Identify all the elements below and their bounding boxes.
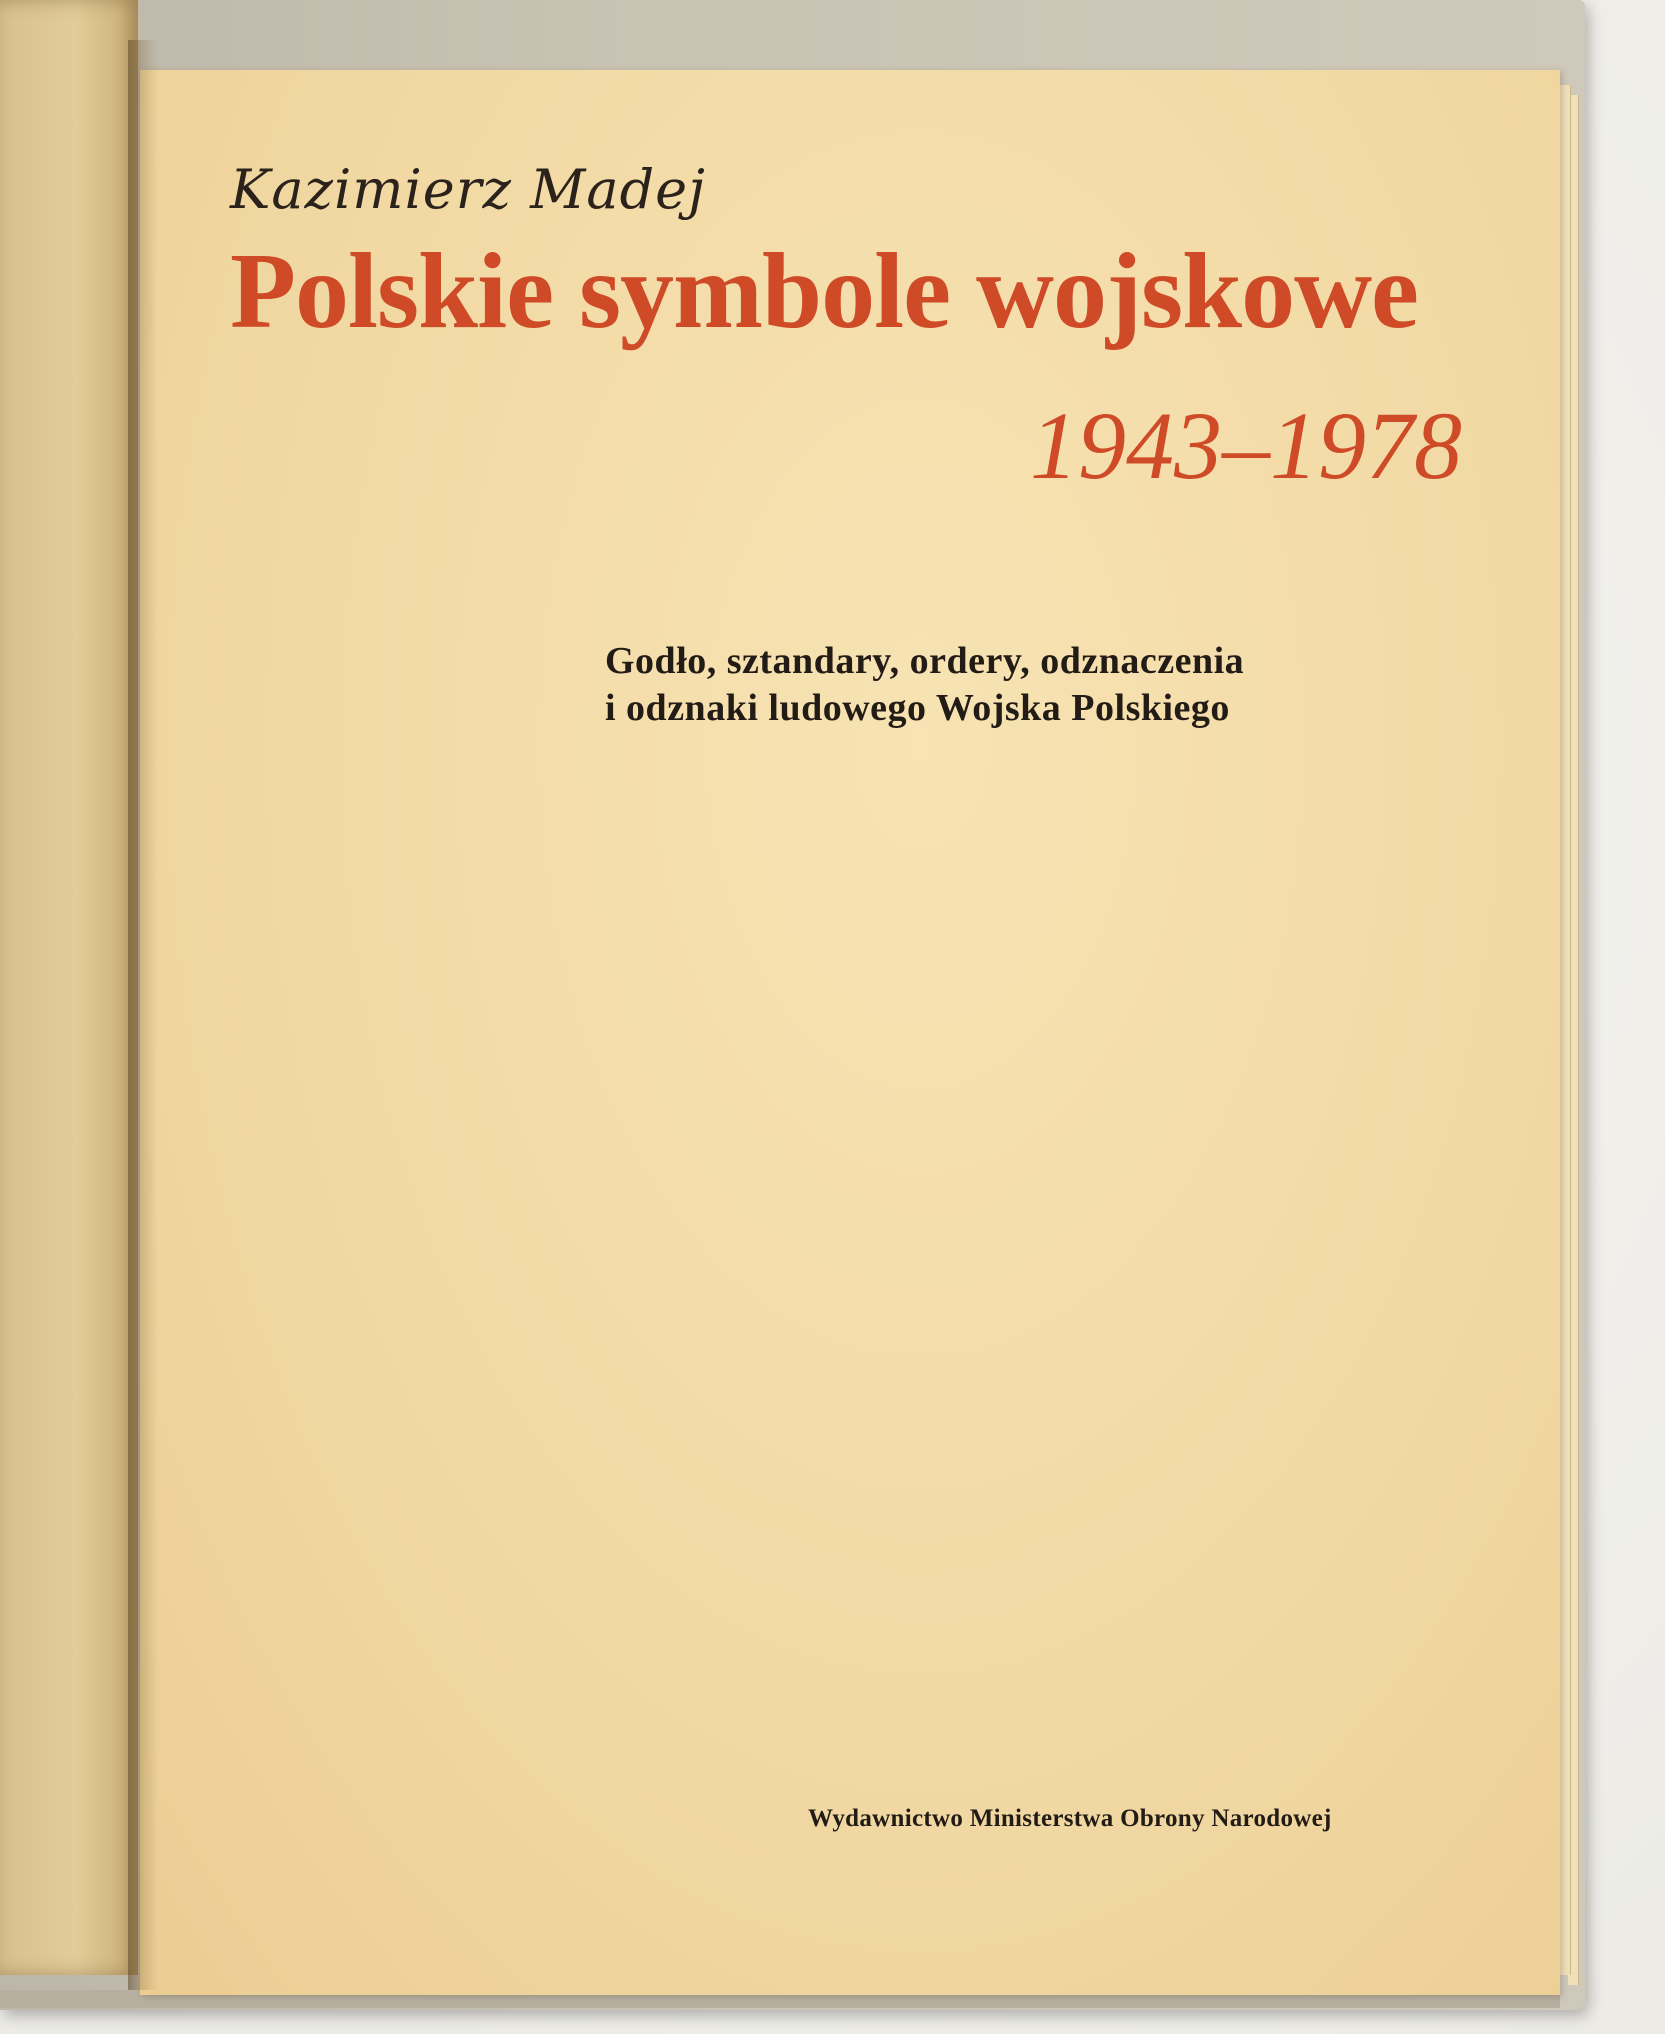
subtitle-line: Godło, sztandary, ordery, odznaczenia [605,640,1245,682]
author-name: Kazimierz Madej [230,158,706,221]
book-years: 1943–1978 [1030,392,1462,499]
book-subtitle [605,638,1505,732]
subtitle-line: i odznaki ludowego Wojska Polskiego [605,687,1230,729]
publisher-name: Wydawnictwo Ministerstwa Obrony Narodowej [808,1805,1332,1832]
gutter-shadow [128,40,158,1990]
title-page [140,70,1560,1995]
page-stack-edge [1560,85,1571,1975]
left-page [0,0,138,1975]
book-title: Polskie symbole wojskowe [230,232,1418,351]
